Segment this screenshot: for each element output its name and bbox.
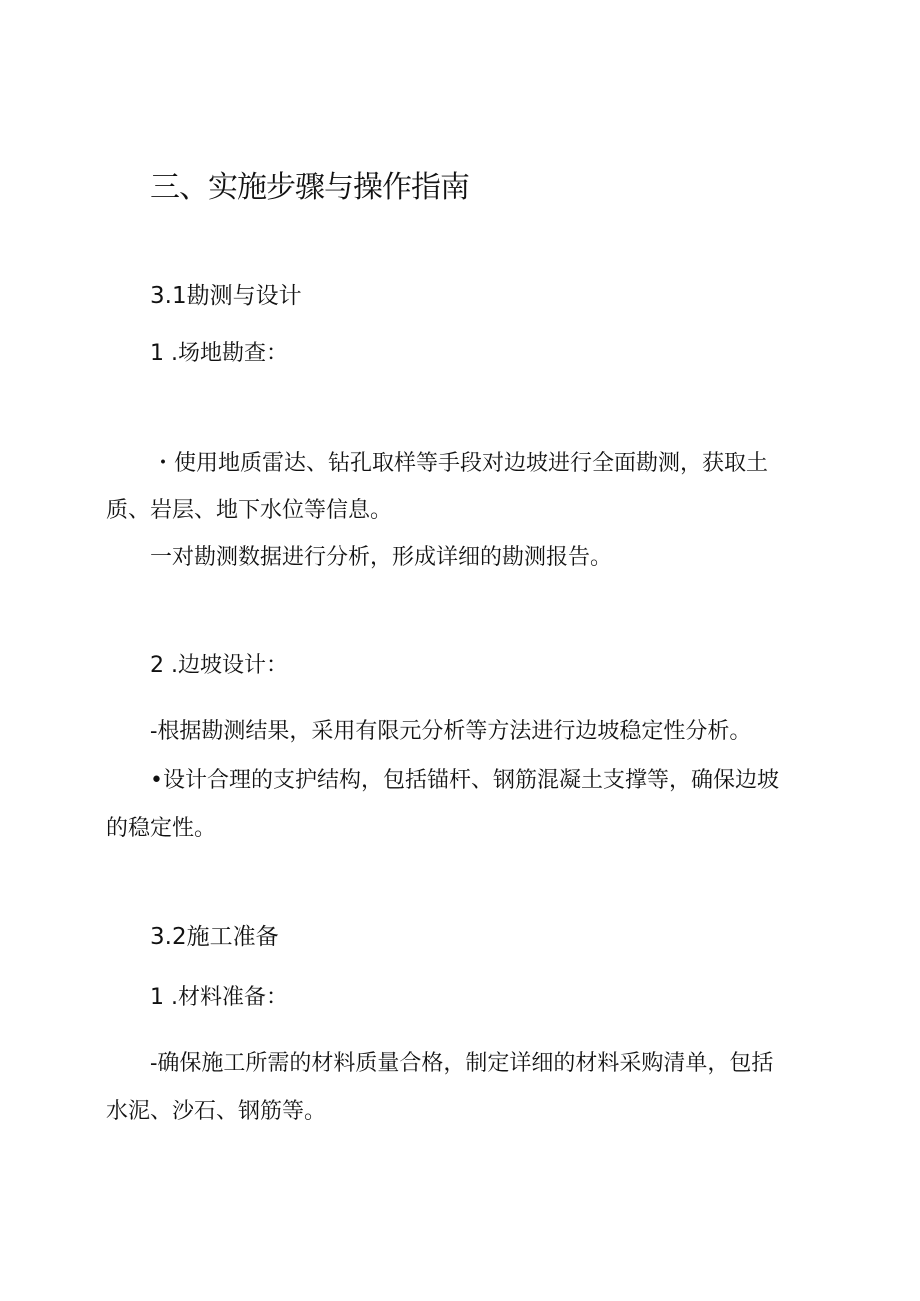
- section-heading-3-1: 3.1勘测与设计: [150, 283, 302, 309]
- paragraph-line: 一对勘测数据进行分析，形成详细的勘测报告。: [150, 545, 613, 570]
- item-label-site-survey: 1 .场地勘查：: [150, 341, 288, 366]
- paragraph-line: 水泥、沙石、钢筋等。: [106, 1099, 327, 1124]
- paragraph-line: -根据勘测结果，采用有限元分析等方法进行边坡稳定性分析。: [150, 719, 752, 744]
- section-heading-3-2: 3.2施工准备: [150, 924, 279, 950]
- paragraph-line: -确保施工所需的材料质量合格，制定详细的材料采购清单，包括: [150, 1051, 774, 1076]
- paragraph-line: 的稳定性。: [106, 816, 217, 841]
- page-title: 三、实施步骤与操作指南: [150, 170, 469, 205]
- paragraph-line: •设计合理的支护结构，包括锚杆、钢筋混凝土支撑等，确保边坡: [150, 768, 779, 793]
- paragraph-line: ・使用地质雷达、钻孔取样等手段对边坡进行全面勘测，获取土: [152, 451, 769, 476]
- paragraph-line: 质、岩层、地下水位等信息。: [106, 498, 393, 523]
- item-label-materials: 1 .材料准备：: [150, 985, 288, 1010]
- item-label-slope-design: 2 .边坡设计：: [150, 653, 288, 678]
